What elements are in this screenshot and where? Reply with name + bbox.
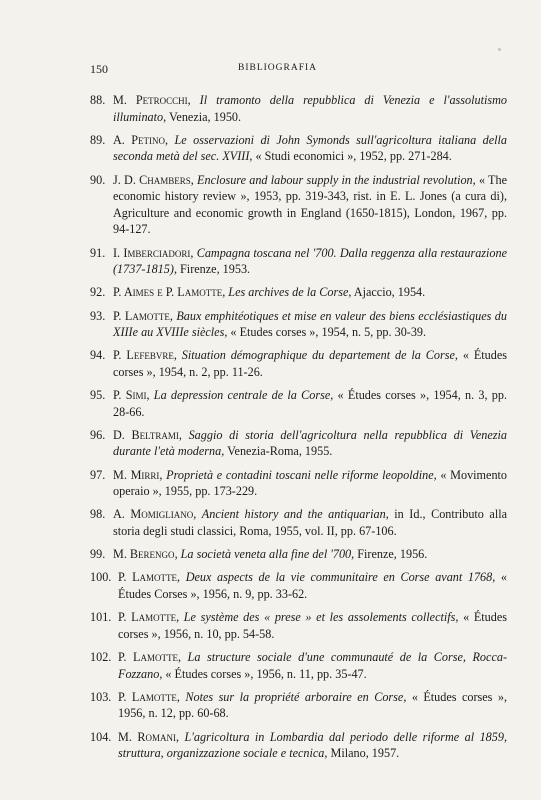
entry-author: P. Simi [113, 388, 147, 403]
entry-number: 102. [90, 649, 112, 664]
bibliography-entry-91: 91. I. Imberciadori, Campagna toscana nel '700. Dalla reggenza alla restaurazione (1737-1815), Firenze, 1953. [90, 245, 508, 277]
entry-author: A. Momigliano [113, 507, 194, 522]
bibliography-entry-90: 90. J. D. Chambers, Enclosure and labour supply in the industrial revolution, « The economic history review », 1953, pp. 319-343, rist. in E. L. Jones (a cura di), Agriculture and economic growth in England (1650-1815), London, 1967, pp. 94-127. [90, 172, 507, 237]
entry-title: Deux aspects de la vie communitaire en Corse avant 1768 [185, 570, 493, 585]
entry-author: M. Mirri [113, 467, 160, 482]
entry-publication: Venezia-Roma, 1955. [227, 444, 333, 459]
entry-number: 94. [90, 348, 106, 363]
entry-publication: « The economic history review », 1953, pp. 319-343, rist. in E. L. Jones (a cura di), Agriculture and economic growth in England (1650-1815), London, 1967, pp. 94-127. [113, 172, 507, 237]
entry-number: 103. [90, 689, 112, 704]
entry-number: 98. [90, 507, 106, 522]
entry-title: La depression centrale de la Corse [153, 388, 331, 403]
entry-publication: « Etudes corses », 1954, n. 5, pp. 30-39. [230, 325, 427, 340]
entry-author: P. Lamotte [118, 689, 177, 704]
running-title: BIBLIOGRAFIA [237, 63, 318, 73]
entry-title: Les archives de la Corse [228, 285, 349, 300]
entry-author: P. Lamotte [118, 570, 178, 585]
entry-title: Campagna toscana nel '700. Dalla reggenza alla restaurazione (1737-1815) [113, 245, 508, 277]
entry-author: M. Berengo [113, 547, 175, 562]
bibliography-entry-95: 95. P. Simi, La depression centrale de la Corse, « Études corses », 1954, n. 3, pp. 28-66. [90, 388, 508, 419]
entry-title: Saggio di storia dell'agricoltura nella repubblica di Venezia durante l'età moderna [113, 427, 507, 459]
entry-author: P. Lamotte [118, 610, 177, 625]
entry-title: Proprietà e contadini toscani nelle riforme leopoldine [166, 467, 434, 482]
entry-number: 89. [90, 132, 106, 147]
bibliography-entry-97: 97. M. Mirri, Proprietà e contadini toscani nelle riforme leopoldine, « Movimento operaio », 1955, pp. 173-229. [90, 467, 508, 499]
entry-number: 95. [90, 388, 106, 403]
entry-title: Le osservazioni di John Symonds sull'agricoltura italiana della seconda metà del sec. XVIII [113, 132, 508, 164]
entry-number: 101. [90, 610, 112, 625]
entry-publication: « Études corses », 1956, n. 12, pp. 60-68. [118, 689, 508, 721]
bibliography-entry-101: 101. P. Lamotte, Le système des « prese » et les assolements collectifs, « Études corses », 1956, n. 10, pp. 54-58. [90, 610, 508, 641]
bibliography-list [90, 92, 507, 768]
entry-title: La società veneta alla fine del '700 [180, 547, 352, 562]
entry-author: M. Romani [118, 729, 176, 744]
bibliography-entry-92: 92. P. Aimes e P. Lamotte, Les archives de la Corse, Ajaccio, 1954. [90, 285, 426, 300]
entry-number: 96. [90, 427, 106, 442]
entry-title: Il tramonto della repubblica di Venezia e l'assolutismo illuminato [113, 93, 508, 124]
entry-publication: Milano, 1957. [330, 746, 400, 761]
entry-title: Le système des « prese » et les assolements collectifs [183, 610, 456, 625]
entry-author: I. Imberciadori [113, 245, 191, 260]
bibliography-entry-103: 103. P. Lamotte, Notes sur la propriété arboraire en Corse, « Études corses », 1956, n. 12, pp. 60-68. [90, 689, 508, 721]
bibliography-entry-104: 104. M. Romani, L'agricoltura in Lombardia dal periodo delle riforme al 1859, struttura, organizzazione sociale e tecnica, Milano, 1957. [90, 729, 507, 761]
entry-publication: Firenze, 1956. [357, 547, 428, 562]
paper-speck [498, 48, 501, 51]
entry-publication: « Études corses », 1956, n. 11, pp. 35-47. [165, 666, 367, 681]
entry-publication: in Id., Contributo alla storia degli studi classici, Roma, 1955, vol. II, pp. 67-106. [113, 507, 508, 538]
entry-author: M. Petrocchi [113, 93, 188, 107]
entry-number: 88. [90, 93, 106, 107]
page-number: 150 [90, 62, 108, 76]
entry-publication: « Studi economici », 1952, pp. 271-284. [255, 149, 452, 164]
entry-publication: « Études Corses », 1956, n. 9, pp. 33-62. [118, 570, 507, 601]
bibliography-entry-100: 100. P. Lamotte, Deux aspects de la vie communitaire en Corse avant 1768, « Études Corses », 1956, n. 9, pp. 33-62. [90, 570, 507, 601]
entry-number: 99. [90, 547, 106, 562]
bibliography-entry-96: 96. D. Beltrami, Saggio di storia dell'agricoltura nella repubblica di Venezia durante l'età moderna, Venezia-Roma, 1955. [90, 427, 507, 459]
entry-author: A. Petino [113, 132, 166, 147]
entry-publication: Ajaccio, 1954. [353, 285, 426, 300]
entry-number: 104. [90, 729, 112, 744]
entry-title: Baux emphitéotiques et mise en valeur des biens ecclésiastiques du XIIIe au XVIIIe siècles [113, 308, 507, 340]
entry-publication: Venezia, 1950. [168, 109, 242, 124]
bibliography-entry-98: 98. A. Momigliano, Ancient history and the antiquarian, in Id., Contributo alla storia degli studi classici, Roma, 1955, vol. II, pp. 67-106. [90, 507, 508, 538]
entry-publication: « Études corses », 1956, n. 10, pp. 54-58. [118, 610, 508, 641]
entry-publication: « Movimento operaio », 1955, pp. 173-229. [113, 467, 508, 499]
entry-title: Situation démographique du departement de la Corse [181, 348, 455, 363]
entry-title: La structure sociale d'une communauté de la Corse, Rocca-Fozzano [118, 649, 508, 681]
entry-title: Notes sur la propriété arboraire en Corse [185, 689, 404, 704]
bibliography-entry-94: 94. P. Lefebvre, Situation démographique du departement de la Corse, « Études corses », 1954, n. 2, pp. 11-26. [90, 348, 508, 379]
entry-publication: « Études corses », 1954, n. 3, pp. 28-66. [113, 388, 508, 419]
bibliography-entry-102: 102. P. Lamotte, La structure sociale d'une communauté de la Corse, Rocca-Fozzano, « Études corses », 1956, n. 11, pp. 35-47. [90, 649, 508, 681]
entry-number: 93. [90, 308, 106, 323]
entry-author: D. Beltrami [113, 427, 179, 442]
entry-title: Ancient history and the antiquarian [201, 507, 386, 522]
page-header [90, 62, 465, 82]
bibliography-entry-93: 93. P. Lamotte, Baux emphitéotiques et mise en valeur des biens ecclésiastiques du XIIIe au XVIIIe siècles, « Etudes corses », 1954, n. 5, pp. 30-39. [90, 308, 507, 340]
entry-number: 100. [90, 570, 112, 585]
bibliography-entry-88: 88. M. Petrocchi, Il tramonto della repubblica di Venezia e l'assolutismo illuminato, Venezia, 1950. [90, 93, 508, 124]
entry-number: 97. [90, 467, 106, 482]
bibliography-entry-89: 89. A. Petino, Le osservazioni di John Symonds sull'agricoltura italiana della seconda metà del sec. XVIII, « Studi economici », 1952, pp. 271-284. [90, 132, 508, 164]
entry-publication: Firenze, 1953. [180, 262, 251, 277]
entry-title: L'agricoltura in Lombardia dal periodo delle riforme al 1859, struttura, organizzazione sociale e tecnica [118, 729, 507, 761]
bibliography-entry-99: 99. M. Berengo, La società veneta alla fine del '700, Firenze, 1956. [90, 547, 428, 562]
entry-author: P. Lamotte [118, 649, 178, 664]
entry-number: 92. [90, 285, 106, 300]
entry-number: 91. [90, 245, 106, 260]
entry-author: P. Lamotte [113, 308, 170, 323]
entry-publication: « Études corses », 1954, n. 2, pp. 11-26. [113, 348, 508, 379]
entry-number: 90. [90, 172, 106, 187]
entry-title: Enclosure and labour supply in the industrial revolution [197, 172, 473, 187]
entry-author: J. D. Chambers [113, 172, 191, 187]
entry-author: P. Aimes e P. Lamotte [113, 285, 223, 300]
entry-author: P. Lefebvre [113, 348, 174, 363]
